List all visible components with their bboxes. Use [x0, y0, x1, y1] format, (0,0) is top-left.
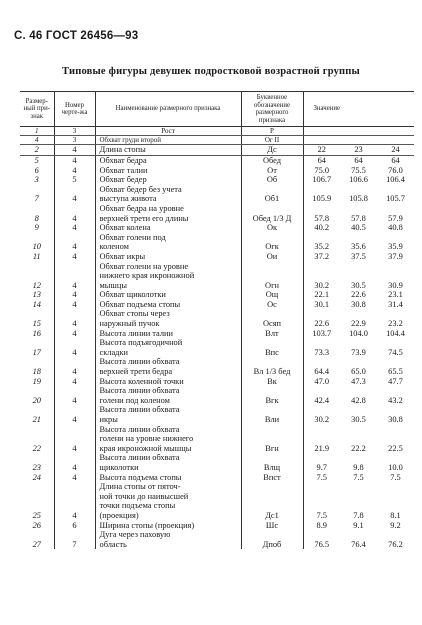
cell-value: 105.9 — [312, 194, 332, 204]
table-header-row — [20, 92, 414, 127]
table-row — [20, 262, 414, 291]
cell-name — [95, 357, 241, 376]
cell-number: 13 — [20, 290, 54, 300]
cell-value: 47.3 — [351, 376, 366, 386]
cell-designation: Ок — [241, 223, 303, 233]
cell-value: 30.2 — [314, 415, 330, 424]
cell-name — [95, 290, 241, 300]
cell-designation: Обед — [241, 155, 303, 165]
name-line: верхней трети бедра — [99, 367, 173, 377]
cell-number: 20 — [20, 386, 54, 405]
table-row — [20, 127, 414, 136]
cell-value: 30.1 — [314, 299, 330, 309]
cell-value: 23 — [340, 145, 377, 156]
table-body — [20, 127, 414, 549]
cell-drawing: 4 — [54, 145, 95, 156]
cell-number: 10 — [20, 233, 54, 252]
name-line: щиколотки — [99, 462, 139, 472]
name-line: Обхват щиколотки — [99, 290, 166, 300]
cell-value: 57.8 — [351, 213, 366, 223]
cell-number: 3 — [20, 175, 54, 185]
cell-value: 35.2 — [314, 242, 330, 252]
cell-designation: Вк — [241, 377, 303, 387]
col-header-number: Размер-ный при-знак — [20, 92, 54, 127]
cell-value: 22.5 — [388, 443, 403, 453]
cell-drawing: 4 — [54, 233, 95, 252]
cell-number: 8 — [20, 204, 54, 223]
cell-value: 9.7 — [316, 462, 327, 472]
cell-name — [95, 482, 241, 520]
cell-value: 22.1 — [314, 290, 330, 300]
cell-value: 106.6 — [349, 175, 368, 185]
cell-designation: Впст — [241, 473, 303, 483]
cell-designation: Р — [241, 127, 303, 136]
cell-name — [95, 377, 241, 387]
name-line: Обхват бедра — [99, 155, 147, 165]
cell-value: 7.8 — [353, 510, 364, 520]
name-line: верхней трети его длины — [99, 213, 189, 223]
col-header-value: Значение — [303, 92, 414, 127]
cell-drawing: 4 — [54, 473, 95, 483]
cell-value: 76.4 — [351, 539, 366, 549]
name-line: Длина стопы — [99, 145, 146, 155]
name-line: Обхват голени на уровне — [99, 261, 189, 271]
name-line: нижнего края икроножной — [99, 271, 195, 281]
cell-drawing: 3 — [54, 136, 95, 145]
measurements-table — [20, 91, 414, 549]
name-line: Высота коленной точки — [99, 376, 184, 386]
table-row — [20, 386, 414, 405]
cell-name — [95, 300, 241, 310]
cell-name — [95, 252, 241, 262]
cell-value: 30.8 — [351, 299, 366, 309]
cell-value: 8.9 — [316, 520, 327, 530]
table-row — [20, 425, 414, 454]
cell-value: 22.6 — [351, 290, 366, 300]
table-row — [20, 521, 414, 531]
cell-designation: Ои — [241, 252, 303, 262]
cell-value: 30.2 — [314, 280, 330, 290]
cell-name — [95, 185, 241, 204]
cell-designation: Впс — [241, 338, 303, 357]
cell-name — [95, 233, 241, 252]
name-line: Ширина стопы (проекция) — [99, 520, 195, 530]
cell-value: 42.4 — [314, 395, 330, 405]
cell-number: 24 — [20, 473, 54, 483]
cell-drawing: 4 — [54, 300, 95, 310]
cell-name — [95, 309, 241, 328]
cell-value: 40.2 — [314, 223, 330, 233]
name-line: Высота подъягодичной — [99, 338, 183, 348]
name-line: голени под коленом — [99, 395, 170, 405]
name-line: Обхват подъема стопы — [99, 299, 181, 309]
cell-value: 65.5 — [388, 367, 403, 377]
cell-number: 11 — [20, 252, 54, 262]
name-line: Высота линии обхвата — [99, 405, 180, 415]
cell-value: 35.6 — [351, 242, 366, 252]
name-line: выступа живота — [99, 194, 157, 204]
name-line: голени на уровне нижнего — [99, 434, 194, 444]
cell-name — [95, 473, 241, 483]
cell-designation: Ощ — [241, 290, 303, 300]
cell-number: 17 — [20, 338, 54, 357]
name-line: коленом — [99, 242, 129, 252]
name-line: Высота линии обхвата — [99, 424, 180, 434]
name-line: Обхват стопы через — [99, 309, 170, 319]
cell-name — [95, 329, 241, 339]
cell-number: 22 — [20, 425, 54, 454]
table-row — [20, 223, 414, 233]
cell-value: 37.5 — [351, 251, 366, 261]
table-row — [20, 309, 414, 328]
name-line: икры — [99, 415, 118, 424]
page-header: С. 46 ГОСТ 26456—93 — [14, 30, 139, 42]
cell-value: 22 — [303, 145, 340, 156]
cell-value: 105.7 — [386, 194, 405, 204]
name-line: Высота линии обхвата — [99, 386, 180, 396]
cell-value: 23.2 — [388, 319, 403, 329]
cell-value: 10.0 — [388, 462, 403, 472]
cell-drawing: 4 — [54, 204, 95, 223]
cell-designation: Дпоб — [241, 530, 303, 549]
cell-designation: Осяп — [241, 309, 303, 328]
name-line: складки — [99, 347, 128, 357]
name-line: Длина стопы от пяточ- — [99, 482, 181, 492]
cell-number: 1 — [20, 127, 54, 136]
cell-number: 14 — [20, 300, 54, 310]
table-row — [20, 377, 414, 387]
cell-name — [95, 145, 241, 156]
cell-value — [340, 136, 377, 145]
cell-name — [95, 530, 241, 549]
cell-value: 64 — [317, 155, 326, 165]
table-row — [20, 166, 414, 176]
cell-designation: Шс — [241, 521, 303, 531]
cell-value: 21.9 — [314, 443, 330, 453]
cell-value: 7.5 — [316, 510, 327, 520]
cell-value: 104.0 — [349, 328, 368, 338]
cell-number: 12 — [20, 262, 54, 291]
name-line: точки подъема стопы — [99, 501, 176, 511]
cell-drawing: 5 — [54, 175, 95, 185]
name-line: наружный пучок — [99, 319, 160, 329]
cell-value: 47.7 — [388, 376, 403, 386]
name-line: Обхват колена — [99, 223, 151, 233]
cell-name — [95, 405, 241, 424]
cell-drawing: 4 — [54, 290, 95, 300]
cell-value: 43.2 — [388, 395, 403, 405]
cell-number: 25 — [20, 482, 54, 520]
name-line: ной точки до наивысшей — [99, 491, 189, 501]
cell-designation: Об1 — [241, 185, 303, 204]
cell-value: 75.0 — [314, 165, 330, 175]
cell-name: Рост — [95, 127, 241, 136]
cell-drawing: 4 — [54, 482, 95, 520]
cell-value: 22.2 — [351, 443, 366, 453]
col-header-name: Наименование размерного признака — [95, 92, 241, 127]
cell-value — [377, 136, 414, 145]
name-line: Высота подъема стопы — [99, 472, 182, 482]
cell-value: 104.4 — [386, 328, 405, 338]
cell-value: 9.2 — [390, 520, 401, 530]
cell-designation: Ог II — [241, 136, 303, 145]
table-row — [20, 530, 414, 549]
cell-name — [95, 175, 241, 185]
cell-name — [95, 136, 241, 145]
table-row — [20, 233, 414, 252]
cell-number: 9 — [20, 223, 54, 233]
table-row — [20, 145, 414, 156]
table-row — [20, 338, 414, 357]
cell-value: 57.8 — [314, 213, 330, 223]
cell-name — [95, 425, 241, 454]
cell-drawing: 4 — [54, 338, 95, 357]
name-line: Обхват голени под — [99, 232, 166, 242]
cell-value: 106.4 — [386, 175, 405, 185]
cell-designation: Дс — [241, 145, 303, 156]
cell-drawing: 3 — [54, 127, 95, 136]
table-row — [20, 290, 414, 300]
cell-drawing: 4 — [54, 405, 95, 424]
cell-name — [95, 223, 241, 233]
cell-value: 31.4 — [388, 299, 403, 309]
cell-value: 73.9 — [351, 347, 366, 357]
cell-drawing: 4 — [54, 386, 95, 405]
cell-number: 2 — [20, 145, 54, 156]
cell-value: 7.5 — [353, 472, 364, 482]
cell-value: 9.8 — [353, 462, 364, 472]
cell-drawing: 4 — [54, 329, 95, 339]
cell-value — [303, 136, 340, 145]
cell-number: 7 — [20, 185, 54, 204]
cell-value: 22.9 — [351, 319, 366, 329]
cell-value: 35.9 — [388, 242, 403, 252]
cell-value: 76.2 — [388, 539, 403, 549]
col-header-designation: Буквенное обозначение размерного признака — [241, 92, 303, 127]
cell-designation: Вл 1/3 бед — [241, 357, 303, 376]
table-title: Типовые фигуры девушек подростковой возрастной группы — [62, 66, 360, 77]
col-header-drawing: Номер черте-жа — [54, 92, 95, 127]
table-row — [20, 329, 414, 339]
cell-value: 30.8 — [388, 415, 403, 424]
cell-drawing: 4 — [54, 223, 95, 233]
table-row — [20, 252, 414, 262]
cell-name — [95, 155, 241, 165]
cell-designation: Обед 1/3 Д — [241, 204, 303, 223]
cell-value: 37.2 — [314, 251, 330, 261]
cell-value: 106.7 — [312, 175, 332, 185]
cell-value: 9.1 — [353, 520, 364, 530]
cell-number: 6 — [20, 166, 54, 176]
cell-designation: Огн — [241, 262, 303, 291]
cell-designation: Вгн — [241, 425, 303, 454]
cell-drawing: 7 — [54, 530, 95, 549]
cell-designation: Огк — [241, 233, 303, 252]
cell-value — [377, 127, 414, 136]
cell-drawing: 6 — [54, 521, 95, 531]
cell-value: 64 — [354, 155, 363, 165]
cell-drawing: 4 — [54, 166, 95, 176]
table-row — [20, 482, 414, 520]
table-row — [20, 155, 414, 165]
cell-value: 76.0 — [388, 165, 403, 175]
name-line: Высота линии талии — [99, 328, 173, 338]
cell-value: 30.5 — [351, 415, 366, 424]
cell-value: 7.5 — [390, 472, 401, 482]
cell-value: 7.5 — [316, 472, 327, 482]
name-line: мышцы — [99, 280, 127, 290]
table-row — [20, 405, 414, 424]
table-row — [20, 185, 414, 204]
cell-value: 103.7 — [312, 328, 332, 338]
cell-value: 40.8 — [388, 223, 403, 233]
table-row — [20, 357, 414, 376]
table-row — [20, 175, 414, 185]
cell-name — [95, 453, 241, 472]
table-row — [20, 300, 414, 310]
name-line: Дуга через паховую — [99, 530, 171, 540]
cell-value: 74.5 — [388, 347, 403, 357]
cell-designation: От — [241, 166, 303, 176]
cell-value: 30.9 — [388, 280, 403, 290]
cell-value: 24 — [377, 145, 414, 156]
cell-drawing: 4 — [54, 262, 95, 291]
cell-number: 4 — [20, 136, 54, 145]
cell-drawing: 4 — [54, 453, 95, 472]
cell-number: 27 — [20, 530, 54, 549]
name-line: Обхват талии — [99, 165, 148, 175]
cell-number: 5 — [20, 155, 54, 165]
cell-value: 65.0 — [351, 367, 366, 377]
cell-number: 16 — [20, 329, 54, 339]
cell-value: 23.1 — [388, 290, 403, 300]
cell-name — [95, 386, 241, 405]
name-line: Обхват икры — [99, 251, 146, 261]
cell-value: 47.0 — [314, 376, 330, 386]
cell-drawing: 4 — [54, 309, 95, 328]
cell-value: 105.8 — [349, 194, 368, 204]
cell-value: 75.5 — [351, 165, 366, 175]
cell-number: 15 — [20, 309, 54, 328]
cell-drawing: 4 — [54, 357, 95, 376]
cell-number: 18 — [20, 357, 54, 376]
cell-value: 40.5 — [351, 223, 366, 233]
cell-number: 23 — [20, 453, 54, 472]
cell-value: 73.3 — [314, 347, 330, 357]
cell-value: 42.8 — [351, 395, 366, 405]
cell-value: 22.6 — [314, 319, 330, 329]
cell-value: 8.1 — [390, 510, 401, 520]
name-line: Обхват бедер без учета — [99, 184, 182, 194]
cell-name — [95, 262, 241, 291]
cell-value: 64 — [391, 155, 400, 165]
cell-drawing: 4 — [54, 185, 95, 204]
cell-name — [95, 338, 241, 357]
cell-name — [95, 166, 241, 176]
cell-value — [340, 127, 377, 136]
cell-designation: Влщ — [241, 453, 303, 472]
cell-drawing: 4 — [54, 252, 95, 262]
cell-drawing: 4 — [54, 155, 95, 165]
cell-drawing: 4 — [54, 377, 95, 387]
cell-number: 19 — [20, 377, 54, 387]
name-line: Обхват бедер — [99, 175, 147, 185]
cell-designation: Ос — [241, 300, 303, 310]
cell-name — [95, 521, 241, 531]
name-line: Высота линии обхвата — [99, 453, 180, 463]
cell-value: 57.9 — [388, 213, 403, 223]
cell-designation: Об — [241, 175, 303, 185]
table-row — [20, 473, 414, 483]
name-line: края икроножной мышцы — [99, 443, 192, 453]
name-line: Обхват бедра на уровне — [99, 203, 184, 213]
cell-drawing: 4 — [54, 425, 95, 454]
table-row — [20, 136, 414, 145]
name-line: Обхват груди второй — [99, 136, 162, 145]
cell-value: 76.5 — [314, 539, 330, 549]
cell-designation: Дс1 — [241, 482, 303, 520]
cell-value — [303, 127, 340, 136]
name-line: Высота линии обхвата — [99, 357, 180, 367]
name-line: (проекция) — [99, 510, 139, 520]
cell-designation: Влт — [241, 329, 303, 339]
table-row — [20, 204, 414, 223]
table-row — [20, 453, 414, 472]
name-line: область — [99, 539, 127, 549]
cell-number: 26 — [20, 521, 54, 531]
cell-value: 30.5 — [351, 280, 366, 290]
cell-designation: Вгк — [241, 386, 303, 405]
cell-name — [95, 204, 241, 223]
cell-value: 37.9 — [388, 251, 403, 261]
cell-number: 21 — [20, 405, 54, 424]
cell-designation: Вли — [241, 405, 303, 424]
cell-value: 64.4 — [314, 367, 330, 377]
